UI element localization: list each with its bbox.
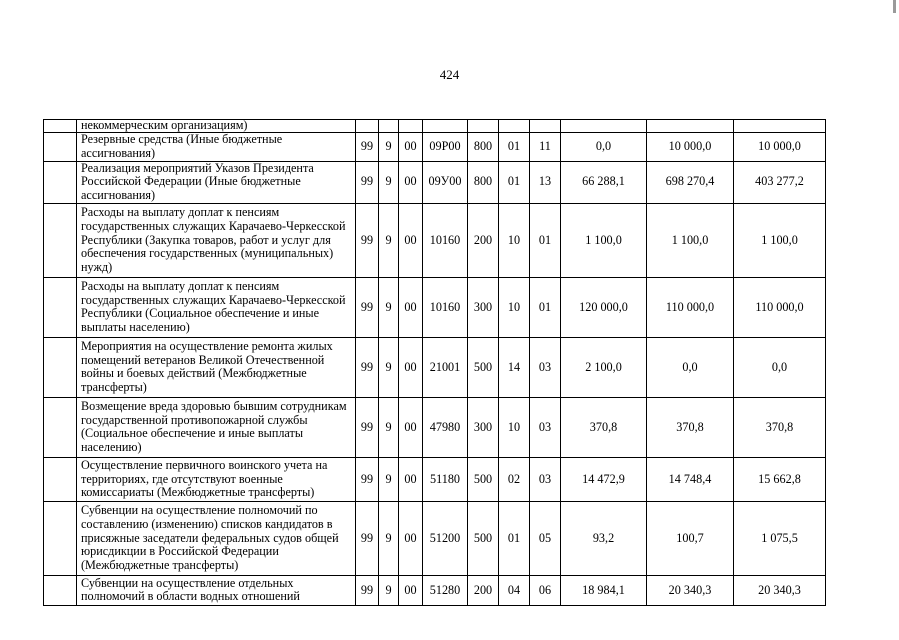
section-code — [499, 120, 530, 133]
row-number-cell — [44, 161, 77, 203]
amount-year-3: 110 000,0 — [734, 277, 826, 337]
program-code: 99 — [356, 203, 379, 277]
amount-year-2: 370,8 — [647, 397, 734, 457]
amount-year-2: 20 340,3 — [647, 575, 734, 605]
expense-description: Резервные средства (Иные бюджетные ассигнования) — [77, 133, 356, 162]
amount-year-3: 403 277,2 — [734, 161, 826, 203]
program-code: 99 — [356, 501, 379, 575]
kvr-code: 500 — [468, 337, 499, 397]
row-number-cell — [44, 277, 77, 337]
section-code: 01 — [499, 501, 530, 575]
expense-code: 47980 — [423, 397, 468, 457]
row-number-cell — [44, 133, 77, 162]
amount-year-2: 0,0 — [647, 337, 734, 397]
amount-year-2: 10 000,0 — [647, 133, 734, 162]
expense-description: Возмещение вреда здоровью бывшим сотрудникам государственной противопожарной службы (Социальное обеспечение и иные выплаты населению) — [77, 397, 356, 457]
program-code — [356, 120, 379, 133]
amount-year-3: 20 340,3 — [734, 575, 826, 605]
table-row — [44, 161, 826, 203]
amount-year-3: 10 000,0 — [734, 133, 826, 162]
program-code: 99 — [356, 457, 379, 501]
amount-year-3: 0,0 — [734, 337, 826, 397]
row-number-cell — [44, 575, 77, 605]
table-row — [44, 457, 826, 501]
section-code: 04 — [499, 575, 530, 605]
section-code: 14 — [499, 337, 530, 397]
expense-code: 51180 — [423, 457, 468, 501]
table-row — [44, 575, 826, 605]
subsection-code: 11 — [530, 133, 561, 162]
amount-year-3: 1 100,0 — [734, 203, 826, 277]
amount-year-2: 1 100,0 — [647, 203, 734, 277]
direction-code: 00 — [399, 161, 423, 203]
amount-year-1: 18 984,1 — [561, 575, 647, 605]
section-code: 10 — [499, 203, 530, 277]
amount-year-1: 93,2 — [561, 501, 647, 575]
direction-code: 00 — [399, 457, 423, 501]
amount-year-2: 100,7 — [647, 501, 734, 575]
amount-year-1: 120 000,0 — [561, 277, 647, 337]
section-code: 10 — [499, 397, 530, 457]
expense-code: 09У00 — [423, 161, 468, 203]
kvr-code: 800 — [468, 161, 499, 203]
direction-code: 00 — [399, 337, 423, 397]
scan-edge-mark — [893, 0, 896, 13]
direction-code: 00 — [399, 277, 423, 337]
expense-code: 51200 — [423, 501, 468, 575]
section-code: 10 — [499, 277, 530, 337]
amount-year-1: 14 472,9 — [561, 457, 647, 501]
amount-year-1: 0,0 — [561, 133, 647, 162]
direction-code: 00 — [399, 203, 423, 277]
amount-year-1: 66 288,1 — [561, 161, 647, 203]
subsection-code: 01 — [530, 203, 561, 277]
row-number-cell — [44, 203, 77, 277]
expense-description: Реализация мероприятий Указов Президента Российской Федерации (Иные бюджетные ассигнования) — [77, 161, 356, 203]
row-number-cell — [44, 120, 77, 133]
program-code: 99 — [356, 397, 379, 457]
kvr-code: 800 — [468, 133, 499, 162]
subsection-code — [530, 120, 561, 133]
kvr-code: 300 — [468, 277, 499, 337]
subsection-code: 01 — [530, 277, 561, 337]
subsection-code: 03 — [530, 397, 561, 457]
expense-code: 51280 — [423, 575, 468, 605]
direction-code: 00 — [399, 397, 423, 457]
row-number-cell — [44, 501, 77, 575]
amount-year-2: 698 270,4 — [647, 161, 734, 203]
amount-year-3: 1 075,5 — [734, 501, 826, 575]
table-row — [44, 133, 826, 162]
amount-year-1 — [561, 120, 647, 133]
program-code: 99 — [356, 277, 379, 337]
expense-code: 10160 — [423, 203, 468, 277]
section-code: 02 — [499, 457, 530, 501]
subsection-code: 05 — [530, 501, 561, 575]
subprogram-code: 9 — [379, 501, 399, 575]
expense-description: некоммерческим организациям) — [77, 120, 356, 133]
kvr-code: 200 — [468, 575, 499, 605]
table-row — [44, 501, 826, 575]
table-row — [44, 203, 826, 277]
subprogram-code: 9 — [379, 397, 399, 457]
expense-code: 10160 — [423, 277, 468, 337]
kvr-code: 200 — [468, 203, 499, 277]
subprogram-code — [379, 120, 399, 133]
subsection-code: 03 — [530, 337, 561, 397]
section-code: 01 — [499, 133, 530, 162]
program-code: 99 — [356, 575, 379, 605]
table-row — [44, 337, 826, 397]
row-number-cell — [44, 457, 77, 501]
direction-code: 00 — [399, 575, 423, 605]
page-number: 424 — [439, 67, 460, 82]
amount-year-3: 15 662,8 — [734, 457, 826, 501]
amount-year-3 — [734, 120, 826, 133]
amount-year-1: 370,8 — [561, 397, 647, 457]
kvr-code: 500 — [468, 501, 499, 575]
subprogram-code: 9 — [379, 457, 399, 501]
program-code: 99 — [356, 161, 379, 203]
expense-description: Субвенции на осуществление отдельных полномочий в области водных отношений — [77, 575, 356, 605]
expense-description: Осуществление первичного воинского учета на территориях, где отсутствуют военные комиссариаты (Межбюджетные трансферты) — [77, 457, 356, 501]
section-code: 01 — [499, 161, 530, 203]
table-row — [44, 277, 826, 337]
expense-description: Субвенции на осуществление полномочий по составлению (изменению) списков кандидатов в присяжные заседатели федеральных судов общей юрисдикции в Российской Федерации (Межбюджетные трансферты) — [77, 501, 356, 575]
direction-code: 00 — [399, 133, 423, 162]
amount-year-1: 2 100,0 — [561, 337, 647, 397]
kvr-code: 300 — [468, 397, 499, 457]
amount-year-2: 110 000,0 — [647, 277, 734, 337]
expense-code: 09Р00 — [423, 133, 468, 162]
subsection-code: 13 — [530, 161, 561, 203]
subprogram-code: 9 — [379, 337, 399, 397]
kvr-code: 500 — [468, 457, 499, 501]
direction-code: 00 — [399, 501, 423, 575]
expense-code: 21001 — [423, 337, 468, 397]
expense-description: Расходы на выплату доплат к пенсиям государственных служащих Карачаево-Черкесской Республики (Закупка товаров, работ и услуг для обеспечения государственных (муниципальных) нужд) — [77, 203, 356, 277]
amount-year-2 — [647, 120, 734, 133]
subprogram-code: 9 — [379, 133, 399, 162]
expense-description: Расходы на выплату доплат к пенсиям государственных служащих Карачаево-Черкесской Республики (Социальное обеспечение и иные выплаты населению) — [77, 277, 356, 337]
row-number-cell — [44, 337, 77, 397]
expense-description: Мероприятия на осуществление ремонта жилых помещений ветеранов Великой Отечественной войны и боевых действий (Межбюджетные трансферты) — [77, 337, 356, 397]
program-code: 99 — [356, 133, 379, 162]
table-row — [44, 397, 826, 457]
subprogram-code: 9 — [379, 575, 399, 605]
amount-year-2: 14 748,4 — [647, 457, 734, 501]
direction-code — [399, 120, 423, 133]
expense-code — [423, 120, 468, 133]
program-code: 99 — [356, 337, 379, 397]
subsection-code: 03 — [530, 457, 561, 501]
subprogram-code: 9 — [379, 277, 399, 337]
budget-table — [43, 119, 826, 606]
subprogram-code: 9 — [379, 203, 399, 277]
subsection-code: 06 — [530, 575, 561, 605]
table-row — [44, 120, 826, 133]
amount-year-3: 370,8 — [734, 397, 826, 457]
amount-year-1: 1 100,0 — [561, 203, 647, 277]
kvr-code — [468, 120, 499, 133]
subprogram-code: 9 — [379, 161, 399, 203]
row-number-cell — [44, 397, 77, 457]
